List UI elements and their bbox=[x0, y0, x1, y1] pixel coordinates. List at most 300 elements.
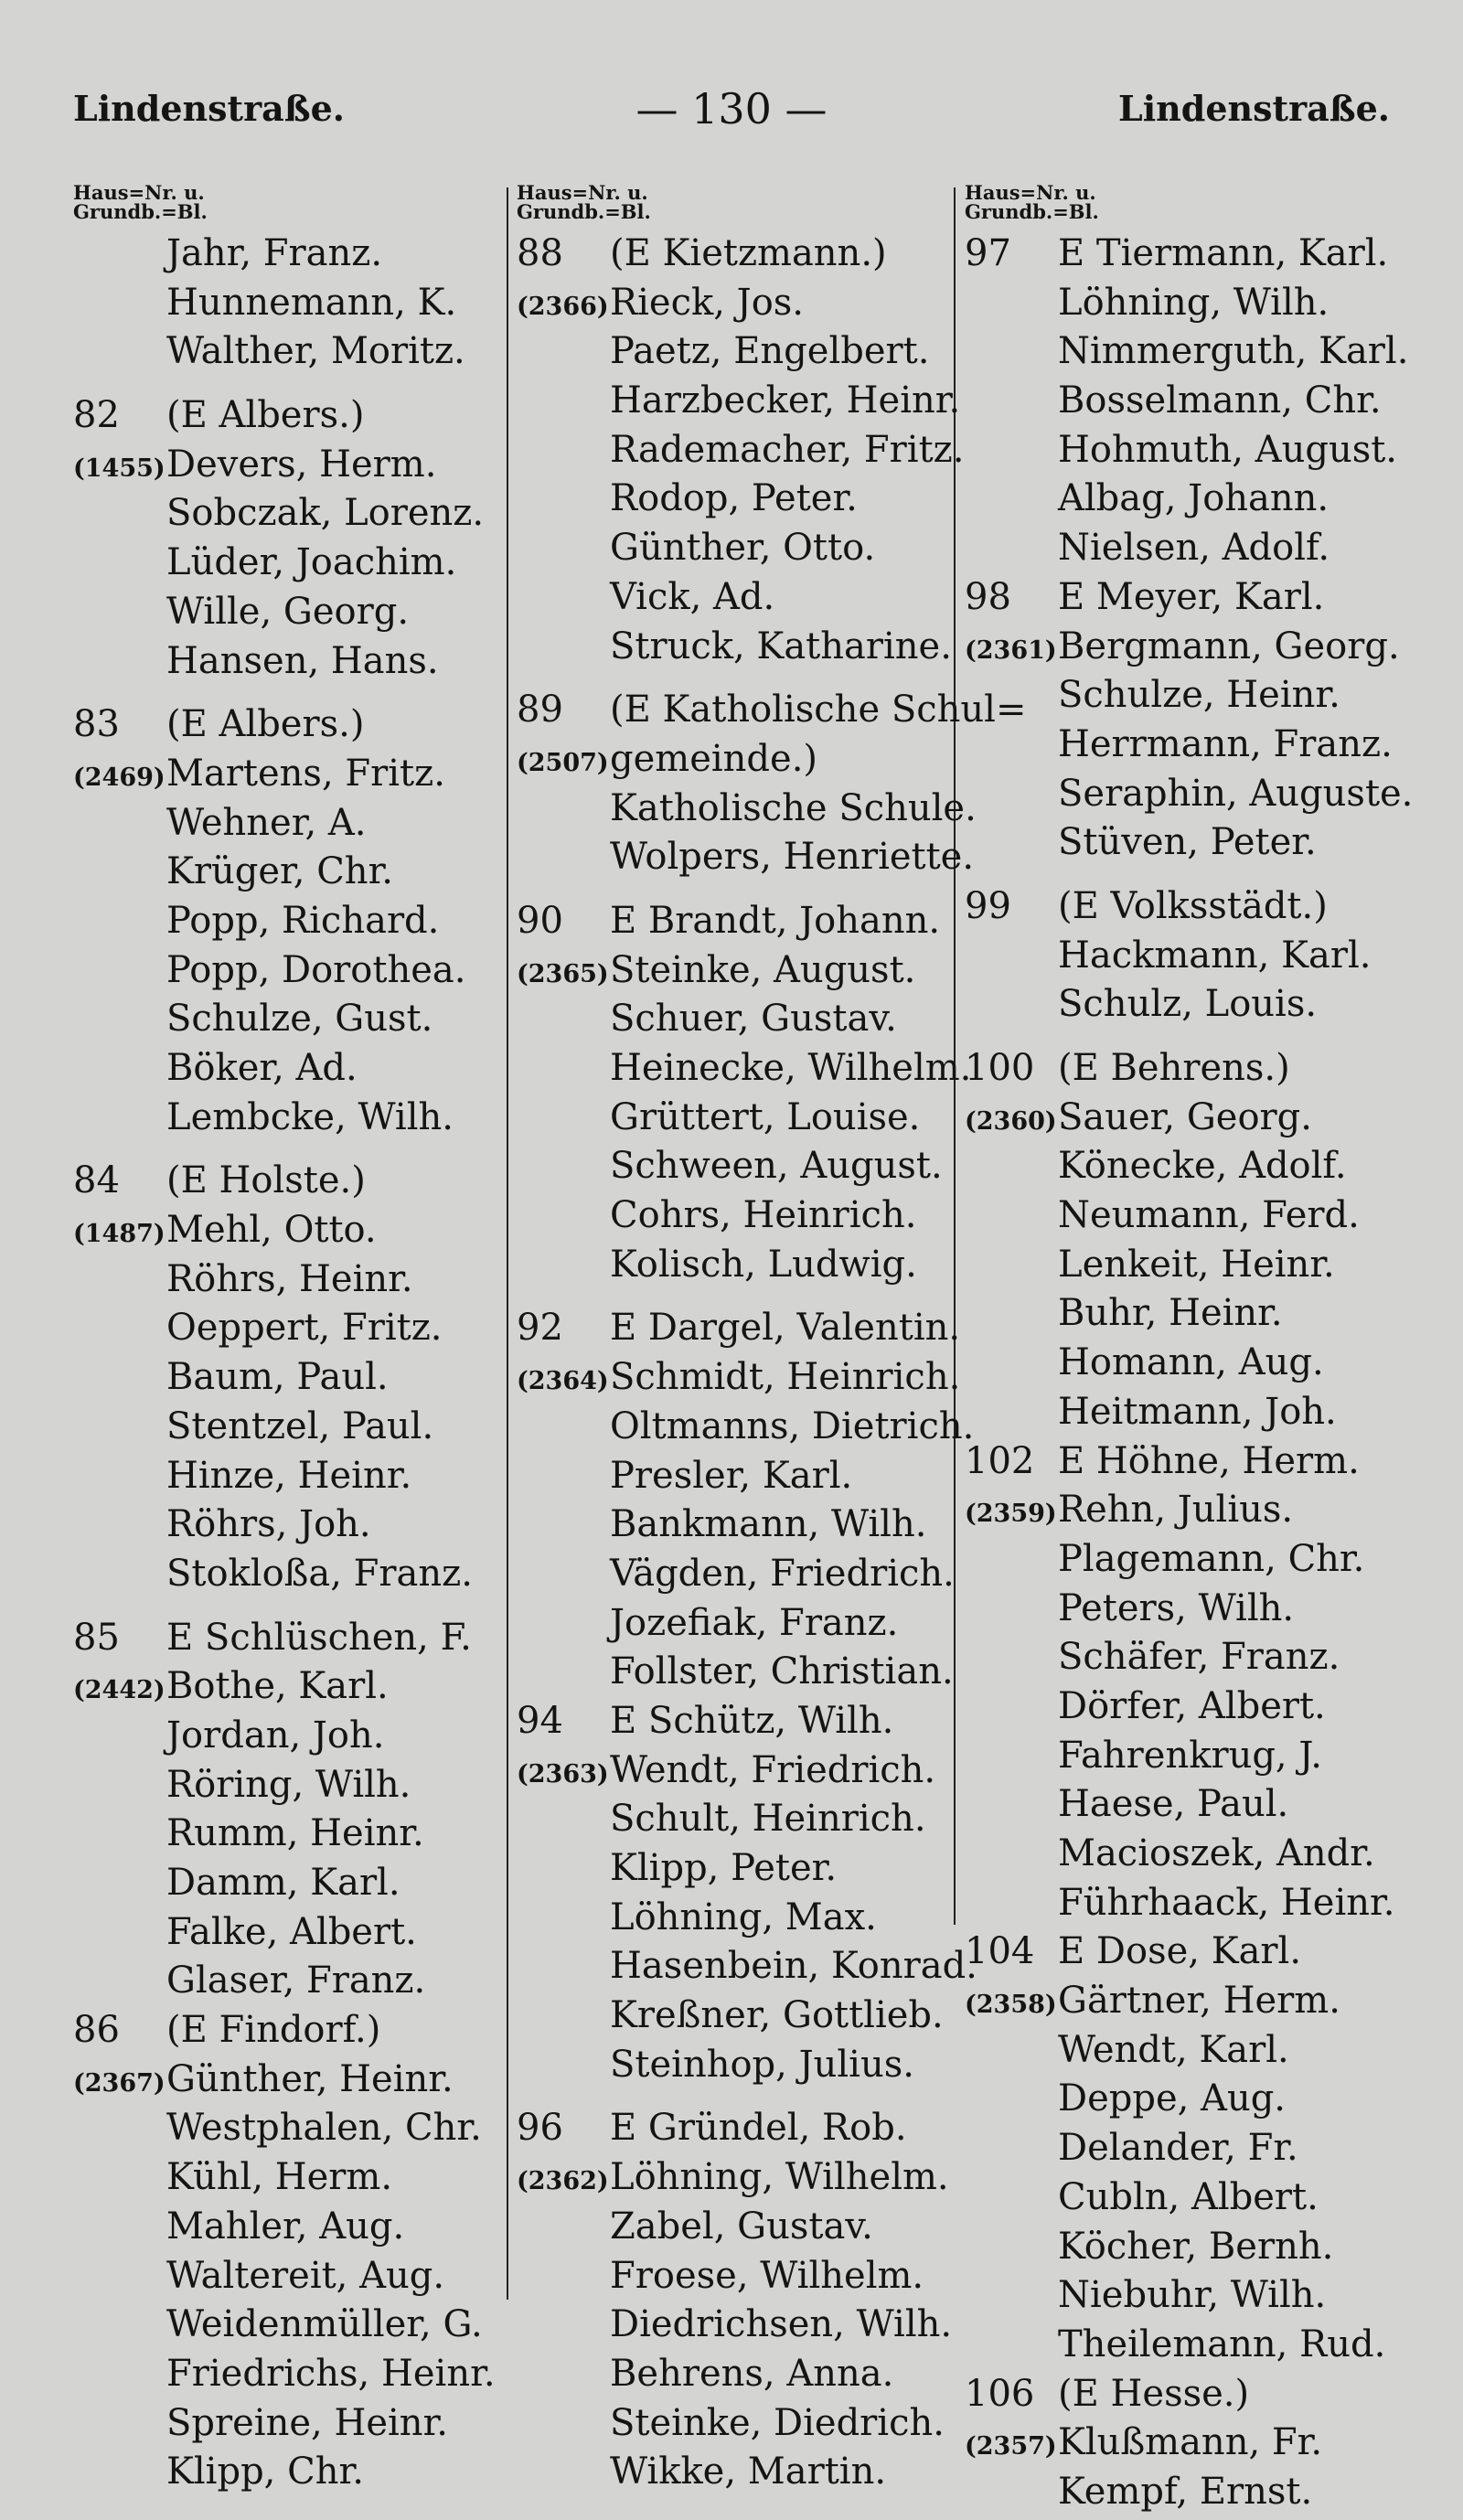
grundbuch-number: (2365) bbox=[517, 959, 609, 988]
directory-entry bbox=[517, 738, 956, 787]
resident-name: E Tiermann, Karl. bbox=[1058, 232, 1389, 274]
directory-entry bbox=[965, 2421, 1404, 2471]
grundbuch-number: (2442) bbox=[73, 1676, 166, 1705]
resident-name: Krüger, Chr. bbox=[166, 850, 394, 893]
resident-name: Heinecke, Wilhelm. bbox=[610, 1047, 972, 1089]
directory-entry bbox=[517, 1356, 961, 1405]
directory-entry bbox=[73, 1258, 494, 1308]
resident-name: Günther, Otto. bbox=[610, 527, 876, 570]
resident-name: Bosselmann, Chr. bbox=[1058, 379, 1382, 422]
running-head-left: Lindenstraße. bbox=[73, 88, 346, 129]
directory-entry bbox=[517, 232, 956, 282]
resident-name: Klipp, Chr. bbox=[166, 2451, 364, 2493]
directory-entry bbox=[73, 2451, 494, 2500]
directory-entry bbox=[73, 1665, 494, 1714]
resident-name: Bankmann, Wilh. bbox=[610, 1503, 927, 1546]
resident-name: Jozefiak, Franz. bbox=[610, 1601, 899, 1644]
directory-entry bbox=[517, 2303, 956, 2353]
resident-name: E Gründel, Rob. bbox=[610, 2107, 907, 2150]
house-number: 82 bbox=[73, 394, 120, 437]
directory-entry bbox=[73, 1503, 494, 1553]
house-number: 85 bbox=[73, 1616, 120, 1659]
directory-entry bbox=[517, 2044, 956, 2093]
resident-name: Schulze, Heinr. bbox=[1058, 674, 1340, 717]
column-1 bbox=[73, 183, 494, 2500]
directory-entry bbox=[73, 900, 494, 949]
resident-name: Sauer, Georg. bbox=[1058, 1095, 1312, 1138]
resident-name: Böker, Ad. bbox=[166, 1047, 358, 1089]
resident-name: (E Albers.) bbox=[166, 703, 365, 746]
directory-entry bbox=[73, 802, 494, 851]
resident-name: Günther, Heinr. bbox=[166, 2057, 454, 2100]
house-number: 98 bbox=[965, 575, 1011, 618]
directory-entry bbox=[73, 541, 494, 591]
column-header bbox=[517, 183, 956, 232]
resident-name: Seraphin, Auguste. bbox=[1058, 772, 1414, 815]
directory-entry bbox=[517, 2402, 956, 2451]
resident-name: Röhrs, Heinr. bbox=[166, 1257, 413, 1300]
grundbuch-number: (2359) bbox=[965, 1500, 1057, 1529]
resident-name: Mehl, Otto. bbox=[166, 1209, 377, 1252]
resident-name: E Schlüschen, F. bbox=[166, 1616, 472, 1659]
directory-entry bbox=[73, 1307, 494, 1356]
directory-entry bbox=[965, 2226, 1404, 2275]
directory-entry bbox=[517, 1847, 956, 1896]
directory-entry bbox=[517, 477, 956, 527]
resident-name: Hunnemann, K. bbox=[166, 281, 457, 324]
directory-entry bbox=[73, 2156, 494, 2205]
resident-name: Katholische Schule. bbox=[610, 786, 977, 829]
directory-entry bbox=[73, 1764, 494, 1813]
resident-name: Kempf, Ernst. bbox=[1058, 2470, 1313, 2513]
resident-name: Rumm, Heinr. bbox=[166, 1812, 424, 1855]
resident-name: Schuer, Gustav. bbox=[610, 998, 897, 1041]
directory-entry bbox=[965, 1292, 1404, 1341]
directory-entry bbox=[517, 2107, 956, 2156]
resident-name: Macioszek, Andr. bbox=[1058, 1832, 1375, 1874]
directory-entry bbox=[517, 1650, 956, 1700]
resident-name: Schulze, Gust. bbox=[166, 998, 433, 1041]
directory-entry bbox=[965, 983, 1404, 1032]
directory-entry bbox=[965, 1587, 1404, 1637]
directory-entry bbox=[517, 949, 956, 998]
directory-entry bbox=[965, 1930, 1404, 1980]
directory-entry bbox=[73, 1096, 494, 1146]
resident-name: (E Holste.) bbox=[166, 1159, 366, 1202]
directory-entry bbox=[965, 1685, 1404, 1735]
directory-entry bbox=[965, 1047, 1404, 1096]
directory-entry bbox=[73, 443, 494, 493]
resident-name: Löhning, Wilhelm. bbox=[610, 2156, 949, 2199]
directory-entry bbox=[73, 282, 494, 331]
resident-name: Delander, Fr. bbox=[1058, 2127, 1298, 2170]
resident-name: Damm, Karl. bbox=[166, 1862, 400, 1904]
entry-gap bbox=[73, 1602, 494, 1617]
resident-name: E Höhne, Herm. bbox=[1058, 1439, 1360, 1482]
resident-name: Steinke, August. bbox=[610, 948, 916, 991]
resident-name: Martens, Fritz. bbox=[166, 752, 445, 795]
directory-entry bbox=[517, 1145, 956, 1194]
grundbuch-number: (1487) bbox=[73, 1220, 166, 1249]
resident-name: Haese, Paul. bbox=[1058, 1783, 1289, 1826]
directory-entry bbox=[965, 1538, 1404, 1587]
directory-entry bbox=[965, 821, 1404, 870]
house-number: 88 bbox=[517, 232, 563, 274]
resident-name: Zabel, Gustav. bbox=[610, 2205, 873, 2248]
directory-entry bbox=[965, 1145, 1404, 1194]
directory-entry bbox=[517, 1404, 975, 1455]
directory-entry bbox=[73, 232, 494, 282]
directory-entry bbox=[965, 527, 1404, 576]
resident-name: Nielsen, Adolf. bbox=[1058, 527, 1330, 570]
house-number: 100 bbox=[965, 1047, 1035, 1089]
resident-name: Popp, Richard. bbox=[166, 899, 440, 942]
directory-entry bbox=[73, 2255, 494, 2304]
directory-entry bbox=[73, 850, 494, 900]
directory-entry bbox=[517, 1047, 972, 1096]
directory-entry bbox=[73, 1812, 494, 1862]
column-header-line1: Haus=Nr. u. bbox=[73, 181, 205, 204]
directory-entry bbox=[965, 1096, 1404, 1146]
resident-name: Plagemann, Chr. bbox=[1058, 1537, 1365, 1580]
directory-entry bbox=[965, 232, 1404, 282]
resident-name: Klipp, Peter. bbox=[610, 1847, 838, 1889]
directory-entry bbox=[517, 998, 956, 1047]
entry-gap bbox=[965, 870, 1404, 885]
directory-entry bbox=[517, 1553, 956, 1602]
resident-name: (E Volksstädt.) bbox=[1058, 884, 1328, 927]
entry-gap bbox=[517, 885, 956, 900]
resident-name: Cubln, Albert. bbox=[1058, 2175, 1319, 2218]
resident-name: Schäfer, Franz. bbox=[1058, 1636, 1340, 1679]
resident-name: Löhning, Max. bbox=[610, 1895, 877, 1938]
resident-name: E Dargel, Valentin. bbox=[610, 1307, 961, 1350]
directory-entry bbox=[965, 429, 1404, 478]
resident-name: Hohmuth, August. bbox=[1058, 428, 1398, 471]
resident-name: Bothe, Karl. bbox=[166, 1665, 389, 1708]
directory-entry bbox=[965, 379, 1404, 429]
resident-name: Behrens, Anna. bbox=[610, 2352, 894, 2395]
resident-name: Jordan, Joh. bbox=[166, 1714, 385, 1757]
resident-name: Devers, Herm. bbox=[166, 443, 437, 486]
resident-name: Harzbecker, Heinr. bbox=[610, 379, 961, 422]
resident-name: Klußmann, Fr. bbox=[1058, 2421, 1323, 2464]
resident-name: Froese, Wilhelm. bbox=[610, 2254, 924, 2297]
grundbuch-number: (2361) bbox=[965, 635, 1057, 665]
directory-entry bbox=[517, 1945, 977, 1994]
resident-name: E Meyer, Karl. bbox=[1058, 575, 1325, 618]
house-number: 86 bbox=[73, 2009, 120, 2052]
directory-entry bbox=[965, 1636, 1404, 1685]
column-header-line2: Grundb.=Bl. bbox=[73, 200, 208, 223]
house-number: 106 bbox=[965, 2372, 1035, 2415]
resident-name: Friedrichs, Heinr. bbox=[166, 2352, 496, 2395]
grundbuch-number: (2363) bbox=[517, 1759, 609, 1789]
directory-entry bbox=[73, 753, 494, 802]
resident-name: Deppe, Aug. bbox=[1058, 2077, 1287, 2120]
house-number: 104 bbox=[965, 1930, 1035, 1973]
directory-entry bbox=[73, 949, 494, 998]
directory-entry bbox=[965, 2274, 1404, 2323]
directory-entry bbox=[73, 1209, 494, 1258]
entry-gap bbox=[73, 1145, 494, 1159]
grundbuch-number: (2357) bbox=[965, 2432, 1057, 2461]
directory-entry bbox=[965, 1735, 1404, 1784]
directory-entry bbox=[965, 1194, 1404, 1244]
directory-entry bbox=[73, 1862, 494, 1911]
directory-entry bbox=[517, 1798, 956, 1847]
directory-entry bbox=[73, 330, 494, 379]
column-header bbox=[965, 183, 1404, 232]
directory-entry bbox=[517, 1700, 956, 1749]
directory-entry bbox=[73, 1714, 494, 1764]
resident-name: Glaser, Franz. bbox=[166, 1959, 426, 2002]
directory-entry bbox=[517, 625, 956, 675]
grundbuch-number: (2366) bbox=[517, 292, 609, 321]
resident-name: Schult, Heinrich. bbox=[610, 1798, 926, 1841]
directory-entry bbox=[73, 1405, 494, 1455]
resident-name: (E Behrens.) bbox=[1058, 1047, 1290, 1089]
grundbuch-number: (2358) bbox=[965, 1991, 1057, 2020]
directory-entry bbox=[73, 998, 494, 1047]
resident-name: Struck, Katharine. bbox=[610, 625, 952, 667]
directory-entry bbox=[73, 1617, 494, 1666]
directory-entry bbox=[73, 640, 494, 689]
directory-entry bbox=[517, 2156, 956, 2205]
directory-entry bbox=[517, 1307, 961, 1356]
column-header bbox=[73, 183, 494, 232]
resident-name: Oeppert, Fritz. bbox=[166, 1307, 443, 1350]
resident-name: Stokloßa, Franz. bbox=[166, 1552, 473, 1595]
resident-name: Herrmann, Franz. bbox=[1058, 722, 1393, 765]
resident-name: Kolisch, Ludwig. bbox=[610, 1243, 917, 1286]
resident-name: Wendt, Friedrich. bbox=[610, 1748, 936, 1791]
resident-name: Baum, Paul. bbox=[166, 1356, 389, 1399]
resident-name: Niebuhr, Wilh. bbox=[1058, 2274, 1327, 2317]
resident-name: Wehner, A. bbox=[166, 801, 367, 844]
resident-name: Albag, Johann. bbox=[1058, 477, 1330, 520]
resident-name: Hansen, Hans. bbox=[166, 639, 439, 682]
resident-name: Schween, August. bbox=[610, 1145, 943, 1188]
directory-entry bbox=[965, 1391, 1404, 1440]
resident-name: Sobczak, Lorenz. bbox=[166, 492, 485, 535]
directory-entry bbox=[73, 2353, 494, 2402]
directory-entry bbox=[517, 786, 977, 837]
house-number: 92 bbox=[517, 1307, 563, 1350]
directory-entry bbox=[517, 1096, 956, 1146]
resident-name: Heitmann, Joh. bbox=[1058, 1390, 1337, 1433]
directory-entry bbox=[517, 1503, 956, 1553]
directory-entry bbox=[965, 1882, 1404, 1931]
resident-name: Schmidt, Heinrich. bbox=[610, 1356, 961, 1399]
resident-name: Rieck, Jos. bbox=[610, 281, 805, 324]
directory-entry bbox=[965, 330, 1409, 379]
resident-name: Wikke, Martin. bbox=[610, 2451, 887, 2493]
directory-entry bbox=[73, 703, 494, 753]
entry-gap bbox=[965, 1032, 1404, 1047]
resident-name: Falke, Albert. bbox=[166, 1910, 417, 1953]
running-head-right: Lindenstraße. bbox=[1117, 88, 1390, 129]
resident-name: Peters, Wilh. bbox=[1058, 1586, 1295, 1629]
resident-name: Dörfer, Albert. bbox=[1058, 1684, 1326, 1727]
directory-entry bbox=[517, 282, 956, 331]
grundbuch-number: (2469) bbox=[73, 763, 166, 792]
resident-name: Hinze, Heinr. bbox=[166, 1454, 412, 1497]
directory-entry bbox=[965, 1489, 1404, 1538]
resident-name: Diedrichsen, Wilh. bbox=[610, 2303, 953, 2346]
resident-name: Oltmanns, Dietrich. bbox=[610, 1404, 975, 1447]
column-header-line1: Haus=Nr. u. bbox=[517, 181, 648, 204]
resident-name: Walther, Moritz. bbox=[166, 330, 465, 373]
directory-entry bbox=[517, 2451, 956, 2500]
grundbuch-number: (2507) bbox=[517, 748, 609, 777]
resident-name: Löhning, Wilh. bbox=[1058, 281, 1330, 324]
directory-entry bbox=[517, 527, 956, 576]
resident-name: Homann, Aug. bbox=[1058, 1341, 1324, 1384]
resident-name: Follster, Christian. bbox=[610, 1650, 954, 1693]
directory-entry bbox=[517, 1455, 956, 1504]
resident-name: Fahrenkrug, J. bbox=[1058, 1734, 1323, 1777]
column-header-line2: Grundb.=Bl. bbox=[517, 200, 651, 223]
directory-entry bbox=[965, 1832, 1404, 1882]
grundbuch-number: (1455) bbox=[73, 454, 166, 483]
directory-entry bbox=[965, 282, 1404, 331]
resident-name: Waltereit, Aug. bbox=[166, 2254, 445, 2297]
column-divider bbox=[507, 187, 508, 2300]
resident-name: Neumann, Ferd. bbox=[1058, 1194, 1360, 1237]
resident-name: Kühl, Herm. bbox=[166, 2156, 393, 2199]
resident-name: Führhaack, Heinr. bbox=[1058, 1881, 1395, 1924]
directory-entry bbox=[73, 1911, 494, 1960]
house-number: 102 bbox=[965, 1439, 1035, 1482]
directory-entry bbox=[517, 900, 956, 949]
column-3 bbox=[965, 181, 1414, 2520]
directory-entry bbox=[73, 2009, 494, 2058]
directory-entry bbox=[517, 1749, 956, 1799]
directory-entry bbox=[517, 576, 956, 625]
entry-gap bbox=[517, 674, 956, 689]
directory-entry bbox=[965, 1783, 1404, 1832]
directory-entry bbox=[965, 934, 1404, 984]
directory-entry bbox=[73, 1959, 494, 2009]
page-number: — 130 — bbox=[635, 84, 828, 133]
resident-name: Cohrs, Heinrich. bbox=[610, 1194, 917, 1237]
directory-entry bbox=[517, 428, 965, 478]
directory-entry bbox=[73, 1455, 494, 1504]
resident-name: Kreßner, Gottlieb. bbox=[610, 1994, 944, 2037]
grundbuch-number: (2364) bbox=[517, 1367, 609, 1396]
resident-name: Gärtner, Herm. bbox=[1058, 1980, 1340, 2023]
resident-name: Theilemann, Rud. bbox=[1058, 2322, 1386, 2365]
resident-name: gemeinde.) bbox=[610, 737, 818, 780]
directory-entry bbox=[517, 330, 956, 379]
house-number: 97 bbox=[965, 232, 1011, 274]
directory-entry bbox=[965, 772, 1414, 822]
directory-entry bbox=[965, 2029, 1404, 2078]
resident-name: Jahr, Franz. bbox=[166, 232, 383, 274]
resident-name: Schulz, Louis. bbox=[1058, 983, 1318, 1026]
resident-name: Grüttert, Louise. bbox=[610, 1095, 921, 1138]
resident-name: Westphalen, Chr. bbox=[166, 2107, 482, 2150]
resident-name: Rodop, Peter. bbox=[610, 477, 858, 520]
resident-name: Köcher, Bernh. bbox=[1058, 2225, 1334, 2268]
grundbuch-number: (2362) bbox=[517, 2167, 609, 2196]
resident-name: Weidenmüller, G. bbox=[166, 2303, 483, 2346]
entry-gap bbox=[73, 379, 494, 394]
directory-entry bbox=[965, 2373, 1404, 2422]
house-number: 83 bbox=[73, 703, 120, 746]
resident-name: Wolpers, Henriette. bbox=[610, 836, 975, 879]
directory-entry bbox=[517, 1602, 956, 1651]
resident-name: Hackmann, Karl. bbox=[1058, 934, 1372, 977]
directory-entry bbox=[517, 2205, 956, 2255]
resident-name: Stüven, Peter. bbox=[1058, 821, 1317, 864]
resident-name: Paetz, Engelbert. bbox=[610, 330, 930, 373]
directory-entry bbox=[73, 2205, 494, 2255]
directory-entry bbox=[73, 1159, 494, 1209]
resident-name: Lembcke, Wilh. bbox=[166, 1095, 454, 1138]
directory-entry bbox=[965, 1980, 1404, 2029]
resident-name: Popp, Dorothea. bbox=[166, 948, 466, 991]
directory-entry bbox=[965, 2471, 1404, 2520]
resident-name: Steinke, Diedrich. bbox=[610, 2401, 945, 2444]
column-header-line1: Haus=Nr. u. bbox=[965, 181, 1096, 204]
resident-name: Vick, Ad. bbox=[610, 575, 775, 618]
resident-name: (E Katholische Schul= bbox=[610, 689, 1027, 731]
resident-name: (E Albers.) bbox=[166, 394, 365, 437]
directory-entry bbox=[73, 1553, 494, 1602]
resident-name: Röring, Wilh. bbox=[166, 1763, 411, 1806]
resident-name: Rademacher, Fritz. bbox=[610, 428, 965, 471]
directory-entry bbox=[73, 492, 494, 541]
resident-name: E Brandt, Johann. bbox=[610, 899, 941, 942]
house-number: 94 bbox=[517, 1699, 563, 1742]
directory-entry bbox=[965, 2323, 1404, 2373]
directory-entry bbox=[965, 2127, 1404, 2176]
resident-name: (E Kietzmann.) bbox=[610, 232, 887, 274]
house-number: 96 bbox=[517, 2107, 563, 2150]
resident-name: Könecke, Adolf. bbox=[1058, 1145, 1347, 1188]
grundbuch-number: (2360) bbox=[965, 1106, 1057, 1136]
directory-entry bbox=[965, 885, 1404, 934]
resident-name: Mahler, Aug. bbox=[166, 2205, 405, 2248]
directory-entry bbox=[517, 1994, 956, 2044]
resident-name: Presler, Karl. bbox=[610, 1454, 853, 1497]
resident-name: Nimmerguth, Karl. bbox=[1058, 330, 1409, 373]
column-header-line2: Grundb.=Bl. bbox=[965, 200, 1099, 223]
directory-entry bbox=[965, 674, 1404, 723]
directory-entry bbox=[965, 477, 1404, 527]
directory-entry bbox=[73, 2402, 494, 2451]
resident-name: Wendt, Karl. bbox=[1058, 2028, 1289, 2071]
house-number: 84 bbox=[73, 1159, 120, 1202]
directory-entry bbox=[965, 1341, 1404, 1391]
resident-name: Wille, Georg. bbox=[166, 590, 410, 633]
directory-entry bbox=[73, 1047, 494, 1096]
resident-name: Spreine, Heinr. bbox=[166, 2401, 449, 2444]
directory-entry bbox=[73, 2107, 494, 2156]
resident-name: Steinhop, Julius. bbox=[610, 2043, 914, 2086]
directory-entry bbox=[965, 576, 1404, 625]
entry-gap bbox=[517, 2092, 956, 2107]
directory-entry bbox=[73, 1356, 494, 1405]
resident-name: Röhrs, Joh. bbox=[166, 1503, 371, 1546]
directory-entry bbox=[517, 379, 961, 429]
directory-entry bbox=[965, 1440, 1404, 1490]
resident-name: (E Findorf.) bbox=[166, 2009, 381, 2052]
resident-name: E Schütz, Wilh. bbox=[610, 1699, 894, 1742]
directory-entry bbox=[517, 836, 975, 885]
